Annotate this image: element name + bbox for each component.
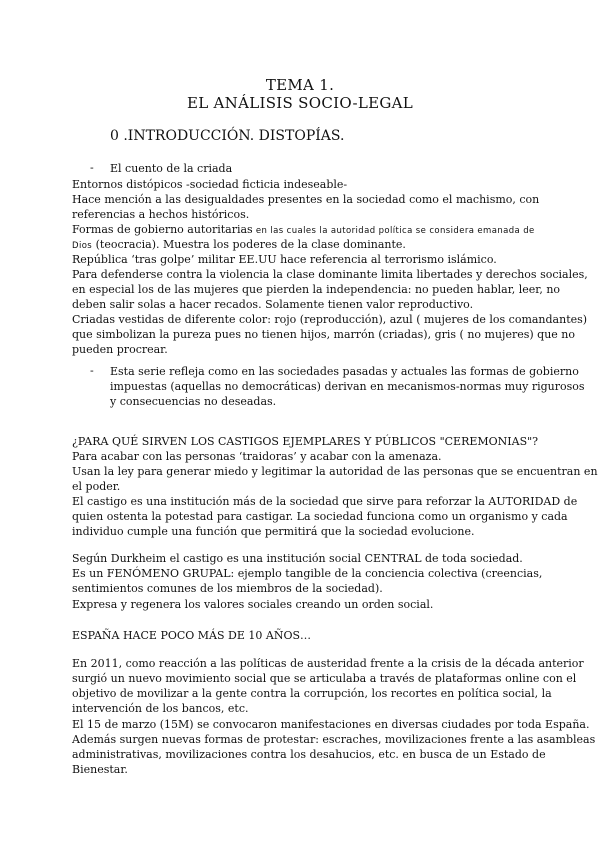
- para1-line: República ‘tras golpe’ militar EE.UU hace referencia al terrorismo islámico.: [72, 253, 497, 266]
- para1-line: Para defenderse contra la violencia la clase dominante limita libertades y derechos sociales,: [72, 268, 588, 281]
- bullet-item-2-line: y consecuencias no deseadas.: [110, 395, 277, 408]
- section4-heading: ESPAÑA HACE POCO MÁS DE 10 AÑOS…: [72, 629, 311, 642]
- para1-line: Entornos distópicos -sociedad ficticia indeseable-: [72, 178, 348, 191]
- para1-line: deben salir solas a hacer recados. Solamente tienen valor reproductivo.: [72, 298, 474, 311]
- doc-title-line2: EL ANÁLISIS SOCIO-LEGAL: [186, 94, 414, 112]
- section3-line: Expresa y regenera los valores sociales creando un orden social.: [72, 598, 434, 611]
- section2-line: Para acabar con las personas ‘traidoras’ y acabar con la amenaza.: [72, 450, 442, 463]
- para1-line: Hace mención a las desigualdades presentes en la sociedad como el machismo, con: [72, 193, 540, 206]
- section4-line: surgió un nuevo movimiento social que se articulaba a través de plataformas online con el: [72, 672, 577, 685]
- intro-heading: 0 .INTRODUCCIÓN. DISTOPÍAS.: [110, 128, 345, 144]
- section4-line: objetivo de movilizar a la gente contra la corrupción, los recortes en política social, la: [72, 687, 552, 700]
- bullet-item-2-line: Esta serie refleja como en las sociedades pasadas y actuales las formas de gobierno: [110, 365, 579, 378]
- section4-line: Además surgen nuevas formas de protestar: escraches, movilizaciones frente a las asambleas: [72, 733, 596, 746]
- bullet-item-2-line: impuestas (aquellas no democráticas) derivan en mecanismos-normas muy rigurosos: [110, 380, 585, 393]
- section2-line: quien ostenta la potestad para castigar. La sociedad funciona como un organismo y cada: [72, 510, 568, 523]
- bullet-dash-2: -: [90, 364, 94, 377]
- para1-small-text: en las cuales la autoridad política se considera emanada de: [252, 226, 535, 236]
- section4-line: En 2011, como reacción a las políticas de austeridad frente a la crisis de la década anterior: [72, 657, 584, 670]
- para1-small-text: Dios: [72, 241, 93, 251]
- section3-line: sentimientos comunes de los miembros de la sociedad).: [72, 582, 383, 595]
- para1-text: Formas de gobierno autoritarias: [72, 223, 253, 236]
- section2-line: El castigo es una institución más de la sociedad que sirve para reforzar la AUTORIDAD de: [72, 495, 578, 508]
- section2-heading: ¿PARA QUÉ SIRVEN LOS CASTIGOS EJEMPLARES Y PÚBLICOS "CEREMONIAS"?: [72, 435, 539, 448]
- section2-line: el poder.: [72, 480, 121, 493]
- bullet-dash-1: -: [90, 161, 94, 174]
- section4-line: Bienestar.: [72, 763, 128, 776]
- para1-line: pueden procrear.: [72, 343, 168, 356]
- para1-line: referencias a hechos históricos.: [72, 208, 250, 221]
- doc-title-line1: TEMA 1.: [265, 76, 335, 94]
- para1-line: Criadas vestidas de diferente color: rojo (reproducción), azul ( mujeres de los comandantes): [72, 313, 588, 326]
- para1-line: que simbolizan la pureza pues no tienen hijos, marrón (criadas), gris ( no mujeres) que no: [72, 328, 576, 341]
- section3-line: Según Durkheim el castigo es una institución social CENTRAL de toda sociedad.: [72, 552, 523, 565]
- section2-line: Usan la ley para generar miedo y legitimar la autoridad de las personas que se encuentran en: [72, 465, 598, 478]
- bullet-item-1: El cuento de la criada: [110, 162, 233, 175]
- para1-line: en especial los de las mujeres que pierden la independencia: no pueden hablar, leer, no: [72, 283, 561, 296]
- section4-line: intervención de los bancos, etc.: [72, 702, 249, 715]
- section4-line: administrativas, movilizaciones contra los desahucios, etc. en busca de un Estado de: [72, 748, 546, 761]
- section4-line: El 15 de marzo (15M) se convocaron manifestaciones en diversas ciudades por toda España.: [72, 718, 590, 731]
- section2-line: individuo cumple una función que permitirá que la sociedad evolucione.: [72, 525, 475, 538]
- section3-line: Es un FENÓMENO GRUPAL: ejemplo tangible de la conciencia colectiva (creencias,: [72, 567, 543, 580]
- para1-text: (teocracia). Muestra los poderes de la clase dominante.: [92, 238, 406, 251]
